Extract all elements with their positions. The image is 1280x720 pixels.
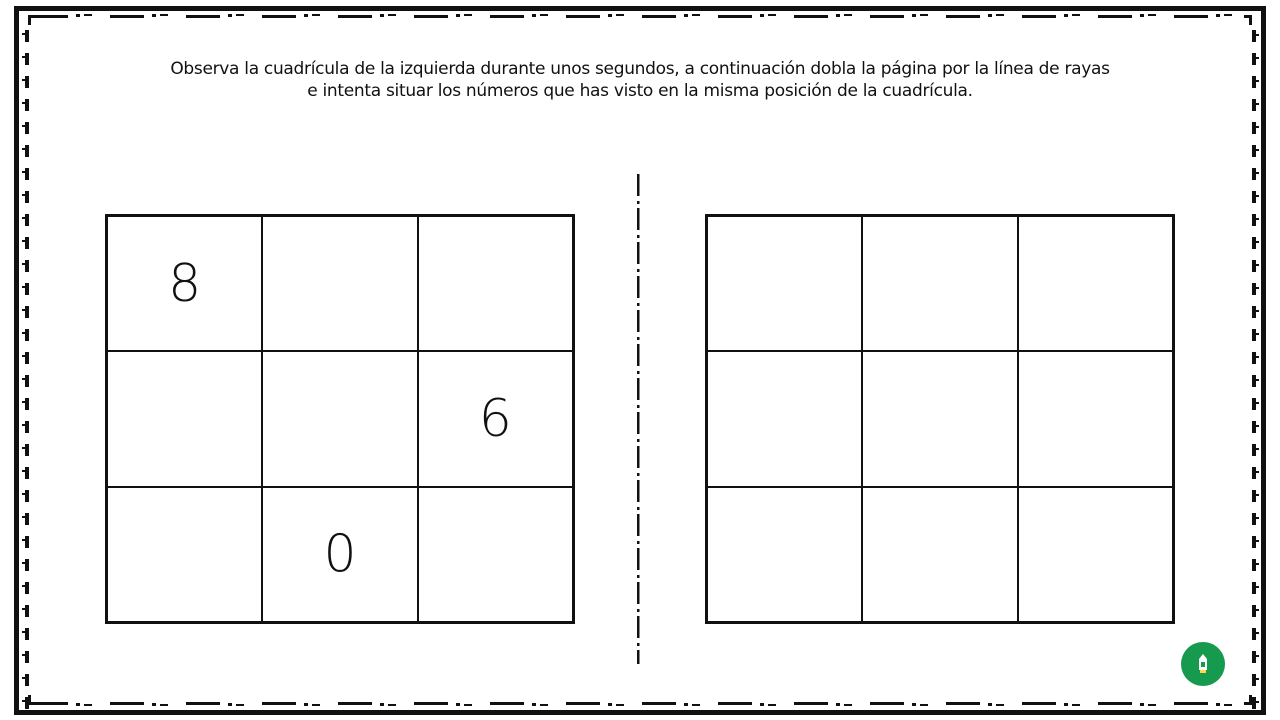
fold-dash [637, 548, 640, 570]
fold-dash [637, 174, 640, 196]
grid-cell [262, 351, 417, 486]
fold-dot [637, 541, 640, 544]
memory-grid-left [105, 214, 575, 624]
fold-dash [637, 582, 640, 604]
grid-cell[interactable] [862, 216, 1017, 351]
grid-cell: 6 [418, 351, 573, 486]
grid-cell [418, 487, 573, 622]
fold-dot [637, 405, 640, 408]
fold-dash [637, 514, 640, 536]
fold-dot [637, 643, 640, 646]
grid-cell[interactable] [1018, 487, 1173, 622]
fold-dot [637, 575, 640, 578]
grid-cell [107, 351, 262, 486]
fold-dot [637, 337, 640, 340]
fold-dot [637, 609, 640, 612]
instructions-text [100, 58, 1180, 102]
fold-dash [637, 344, 640, 366]
fold-dash [637, 378, 640, 400]
grid-cell [107, 487, 262, 622]
grid-cell[interactable] [707, 351, 862, 486]
fold-dash [637, 242, 640, 264]
grid-cell[interactable] [1018, 351, 1173, 486]
grid-cell[interactable] [1018, 216, 1173, 351]
grid-cell[interactable] [862, 487, 1017, 622]
grid-cell[interactable] [862, 351, 1017, 486]
fold-dot [637, 371, 640, 374]
fold-dash [637, 650, 640, 664]
fold-dot [637, 235, 640, 238]
fold-dashed-line [630, 172, 646, 664]
grid-cell [418, 216, 573, 351]
orientacion-andujar-logo [1181, 642, 1225, 686]
fold-dash [637, 480, 640, 502]
fold-dash [637, 446, 640, 468]
grid-cell[interactable] [707, 216, 862, 351]
fold-dash [637, 412, 640, 434]
fold-dot [637, 507, 640, 510]
grid-cell [262, 216, 417, 351]
fold-dash [637, 276, 640, 298]
instructions-line-1: Observa la cuadrícula de la izquierda durante unos segundos, a continuación dobla la página por la línea de rayas [170, 59, 1110, 79]
fold-dot [637, 439, 640, 442]
fold-dash [637, 616, 640, 638]
grid-cell: 0 [262, 487, 417, 622]
fold-dash [637, 310, 640, 332]
fold-dot [637, 201, 640, 204]
fold-dot [637, 303, 640, 306]
pencil-icon [1195, 654, 1211, 674]
grid-cell: 8 [107, 216, 262, 351]
fold-dot [637, 473, 640, 476]
fold-dot [637, 269, 640, 272]
memory-grid-right [705, 214, 1175, 624]
fold-dash [637, 208, 640, 230]
grid-cell[interactable] [707, 487, 862, 622]
instructions-line-2: e intenta situar los números que has visto en la misma posición de la cuadrícula. [307, 81, 973, 101]
